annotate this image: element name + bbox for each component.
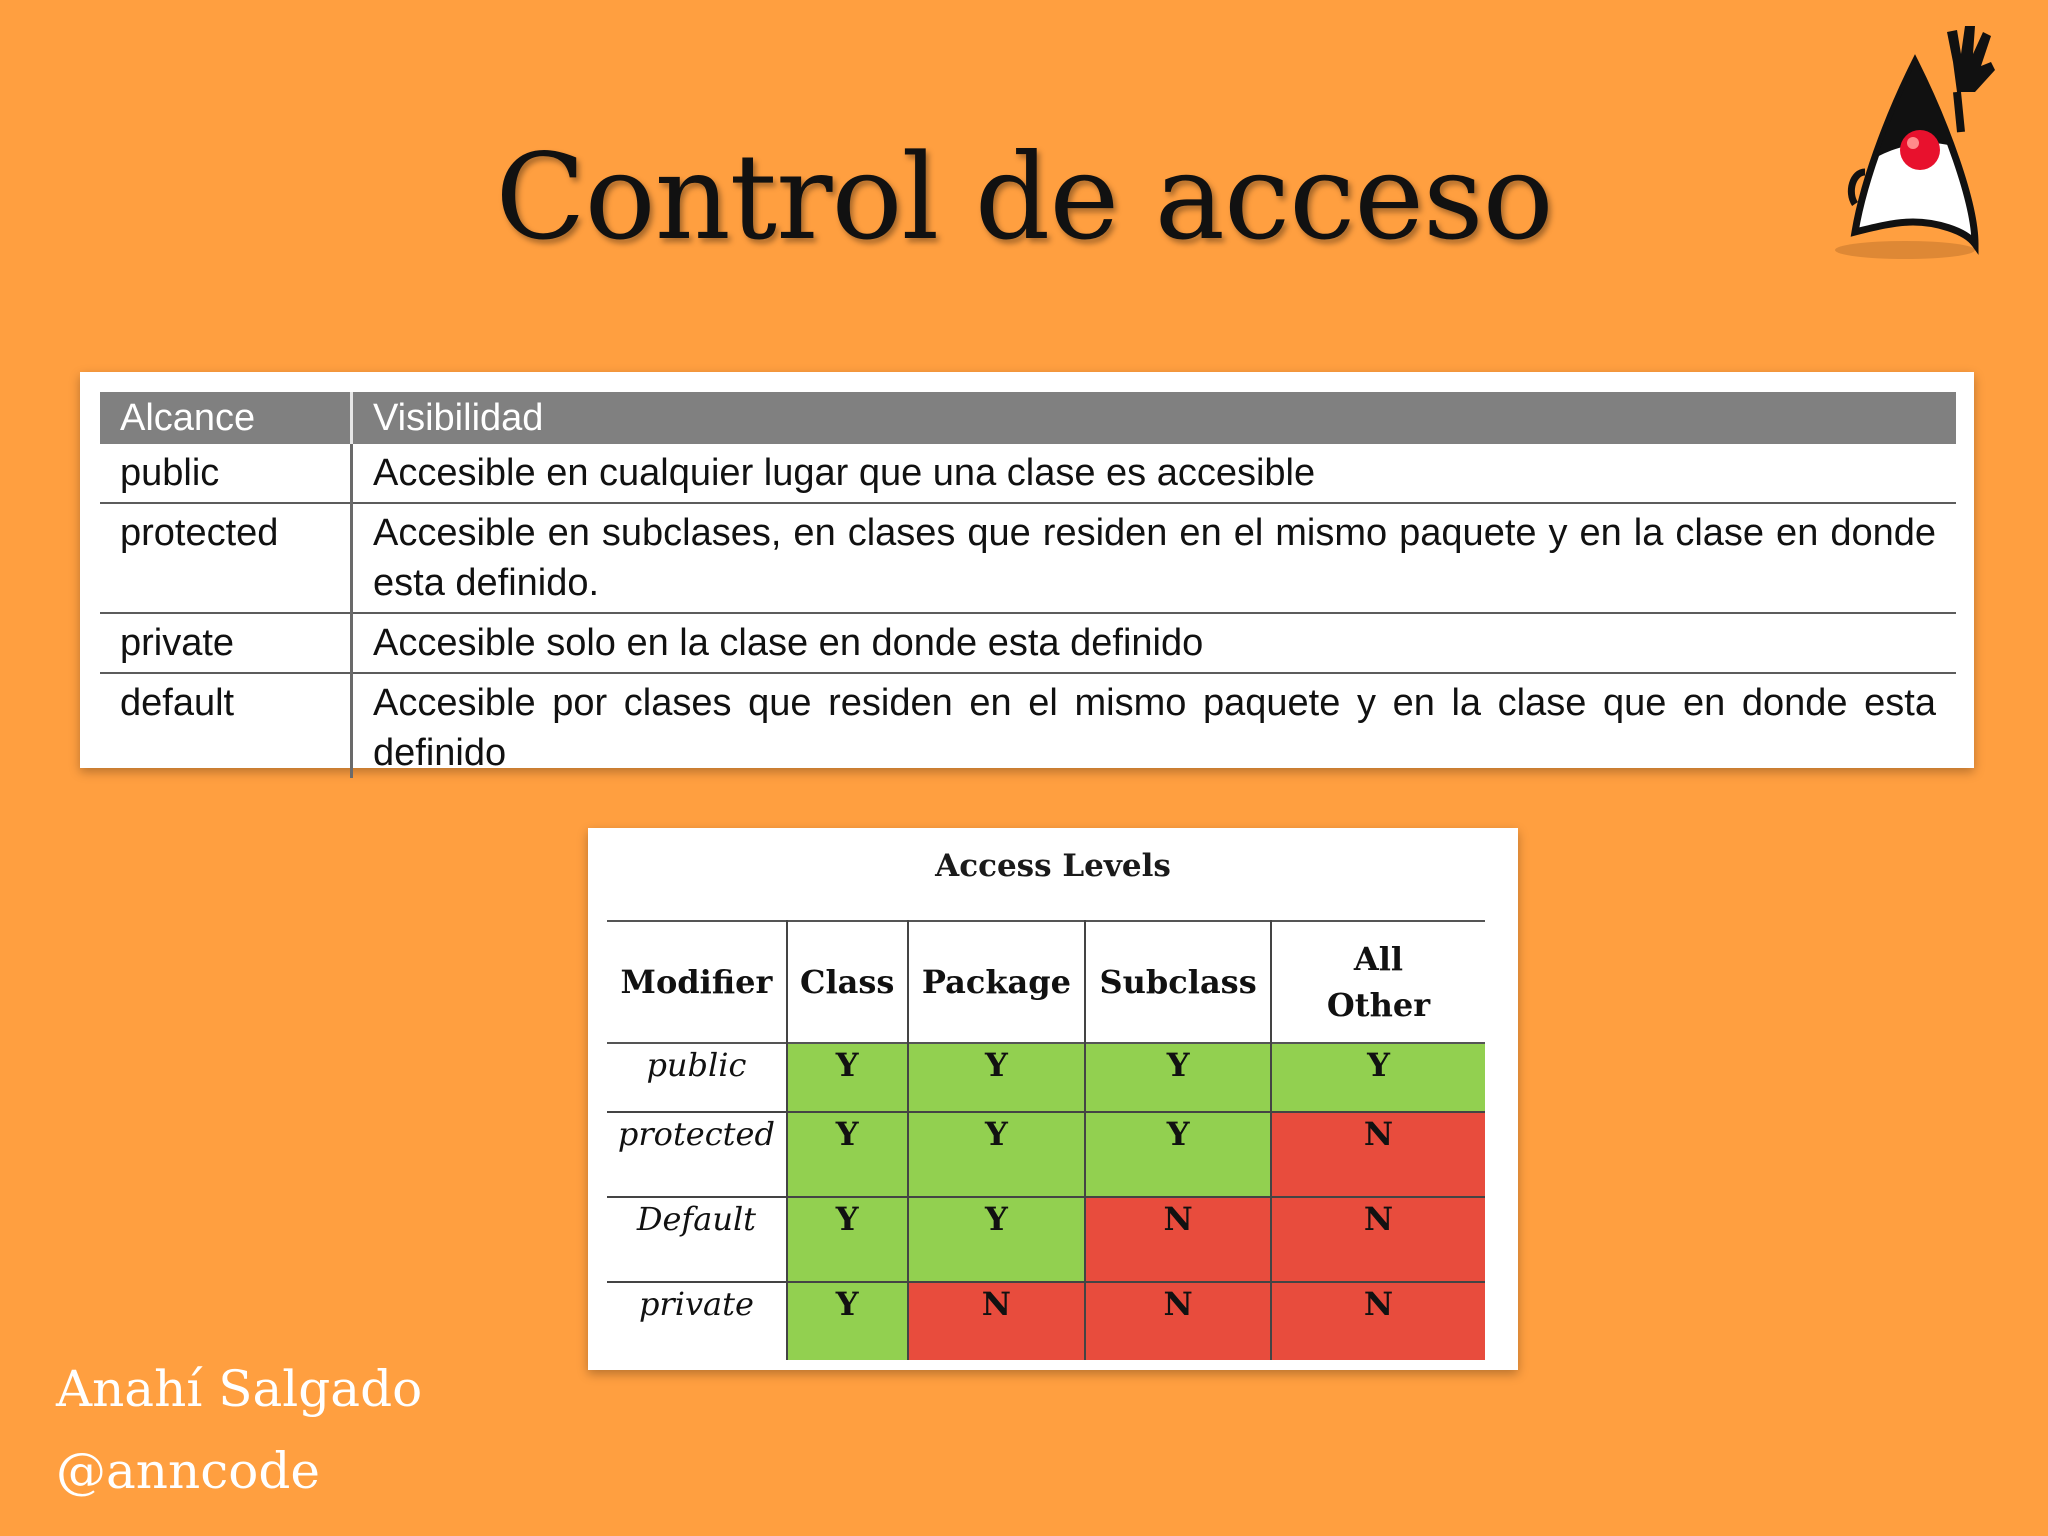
author-handle: @anncode	[56, 1442, 320, 1500]
access-cell: Y	[787, 1197, 908, 1282]
java-duke-icon	[1825, 22, 2005, 267]
header-alcance: Alcance	[100, 392, 352, 444]
header-subclass: Subclass	[1085, 921, 1271, 1043]
access-cell: N	[1085, 1197, 1271, 1282]
access-cell: Y	[1085, 1112, 1271, 1197]
visibility-cell: Accesible en subclases, en clases que residen en el mismo paquete y en la clase en donde esta definido.	[352, 503, 1957, 613]
access-cell: N	[1271, 1112, 1485, 1197]
visibility-cell: Accesible en cualquier lugar que una clase es accesible	[373, 452, 1316, 494]
table-row	[100, 673, 1956, 778]
header-package: Package	[908, 921, 1086, 1043]
access-cell: Y	[1085, 1043, 1271, 1112]
scope-cell: default	[100, 673, 352, 778]
scope-cell: protected	[100, 503, 352, 613]
table-row	[100, 613, 1956, 673]
table-row	[607, 1197, 1485, 1282]
visibility-cell: Accesible solo en la clase en donde esta definido	[352, 613, 1957, 673]
access-cell: N	[908, 1282, 1086, 1360]
access-cell: Y	[908, 1112, 1086, 1197]
header-class: Class	[787, 921, 908, 1043]
scope-table-panel	[80, 372, 1974, 774]
header-visibilidad: Visibilidad	[352, 392, 1957, 444]
scope-cell: private	[100, 613, 352, 673]
table-row	[100, 444, 1956, 503]
modifier-cell: protected	[607, 1112, 787, 1197]
scope-cell: public	[100, 444, 352, 503]
access-cell: N	[1271, 1282, 1485, 1360]
visibility-cell: Accesible por clases que residen en el mismo paquete y en la clase que en donde esta definido	[352, 673, 1957, 778]
modifier-cell: private	[607, 1282, 787, 1360]
access-cell: Y	[1271, 1043, 1485, 1112]
table-row	[607, 1282, 1485, 1360]
modifier-cell: Default	[607, 1197, 787, 1282]
access-cell: Y	[908, 1197, 1086, 1282]
table-row	[607, 1043, 1485, 1112]
access-cell: Y	[787, 1043, 908, 1112]
access-levels-panel	[588, 828, 1518, 1370]
access-cell: Y	[787, 1112, 908, 1197]
access-cell: N	[1271, 1197, 1485, 1282]
scope-table	[100, 392, 1956, 778]
modifier-cell: public	[607, 1043, 787, 1112]
access-cell: N	[1085, 1282, 1271, 1360]
access-levels-table	[607, 920, 1485, 1360]
header-all-other: All Other	[1271, 921, 1485, 1043]
author-name: Anahí Salgado	[56, 1360, 423, 1418]
access-levels-title: Access Levels	[935, 848, 1171, 884]
header-modifier: Modifier	[620, 963, 773, 1001]
access-cell: Y	[908, 1043, 1086, 1112]
table-row	[100, 503, 1956, 613]
slide-title: Control de acceso	[495, 128, 1553, 266]
table-row	[607, 1112, 1485, 1197]
access-cell: Y	[787, 1282, 908, 1360]
